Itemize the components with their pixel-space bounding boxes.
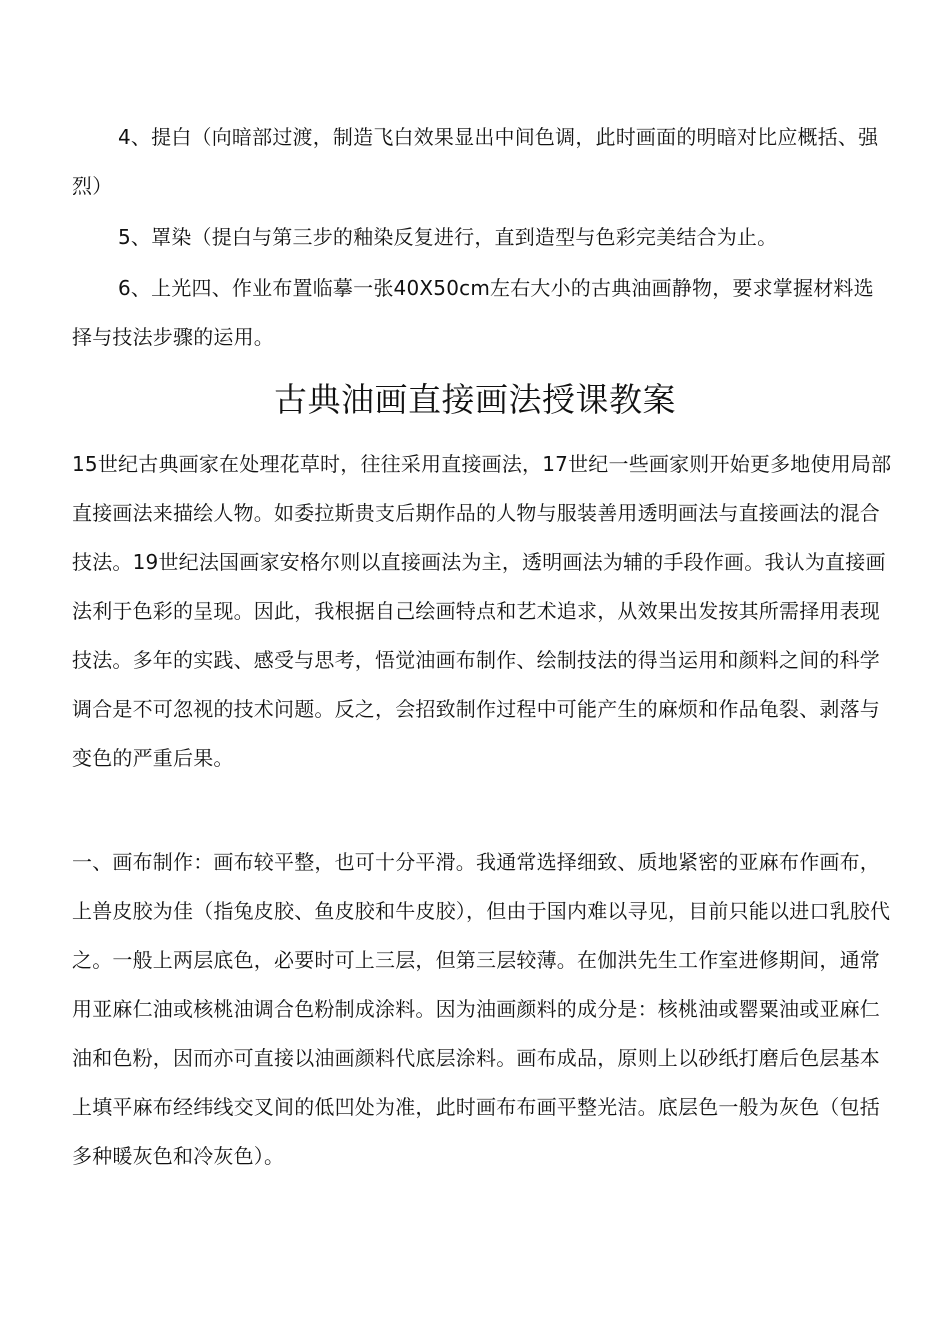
intro-paragraph: 15世纪古典画家在处理花草时，往往采用直接画法，17世纪一些画家则开始更多地使用局部直接画法来描绘人物。如委拉斯贵支后期作品的人物与服装善用透明画法与直接画法的混合技法。19世纪法国画家安格尔则以直接画法为主，透明画法为辅的手段作画。我认为直接画法利于色彩的呈现。因此，我根据自己绘画特点和艺术追求，从效果出发按其所需择用表现技法。多年的实践、感受与思考，悟觉油画布制作、绘制技法的得当运用和颜料之间的科学调合是不可忽视的技术问题。反之，会招致制作过程中可能产生的麻烦和作品龟裂、剥落与变色的严重后果。	[72, 452, 892, 770]
canvas-making-paragraph: 一、画布制作：画布较平整，也可十分平滑。我通常选择细致、质地紧密的亚麻布作画布，上兽皮胶为佳（指兔皮胶、鱼皮胶和牛皮胶），但由于国内难以寻见，目前只能以进口乳胶代之。一般上两层底色，必要时可上三层，但第三层较薄。在伽洪先生工作室进修期间，通常用亚麻仁油或核桃油调合色粉制成涂料。因为油画颜料的成分是：核桃油或罂粟油或亚麻仁油和色粉，因而亦可直接以油画颜料代底层涂料。画布成品，原则上以砂纸打磨后色层基本上填平麻布经纬线交叉间的低凹处为准，此时画布布画平整光洁。底层色一般为灰色（包括多种暖灰色和冷灰色）。	[72, 850, 891, 1168]
step-5-paragraph: 5、罩染（提白与第三步的釉染反复进行，直到造型与色彩完美结合为止。	[118, 225, 778, 249]
document-title: 古典油画直接画法授课教案	[274, 380, 676, 419]
step-4-paragraph: 4、提白（向暗部过渡，制造飞白效果显出中间色调，此时画面的明暗对比应概括、强烈）	[72, 125, 879, 198]
step-6-paragraph: 6、上光四、作业布置临摹一张40X50cm左右大小的古典油画静物，要求掌握材料选择与技法步骤的运用。	[72, 276, 874, 349]
